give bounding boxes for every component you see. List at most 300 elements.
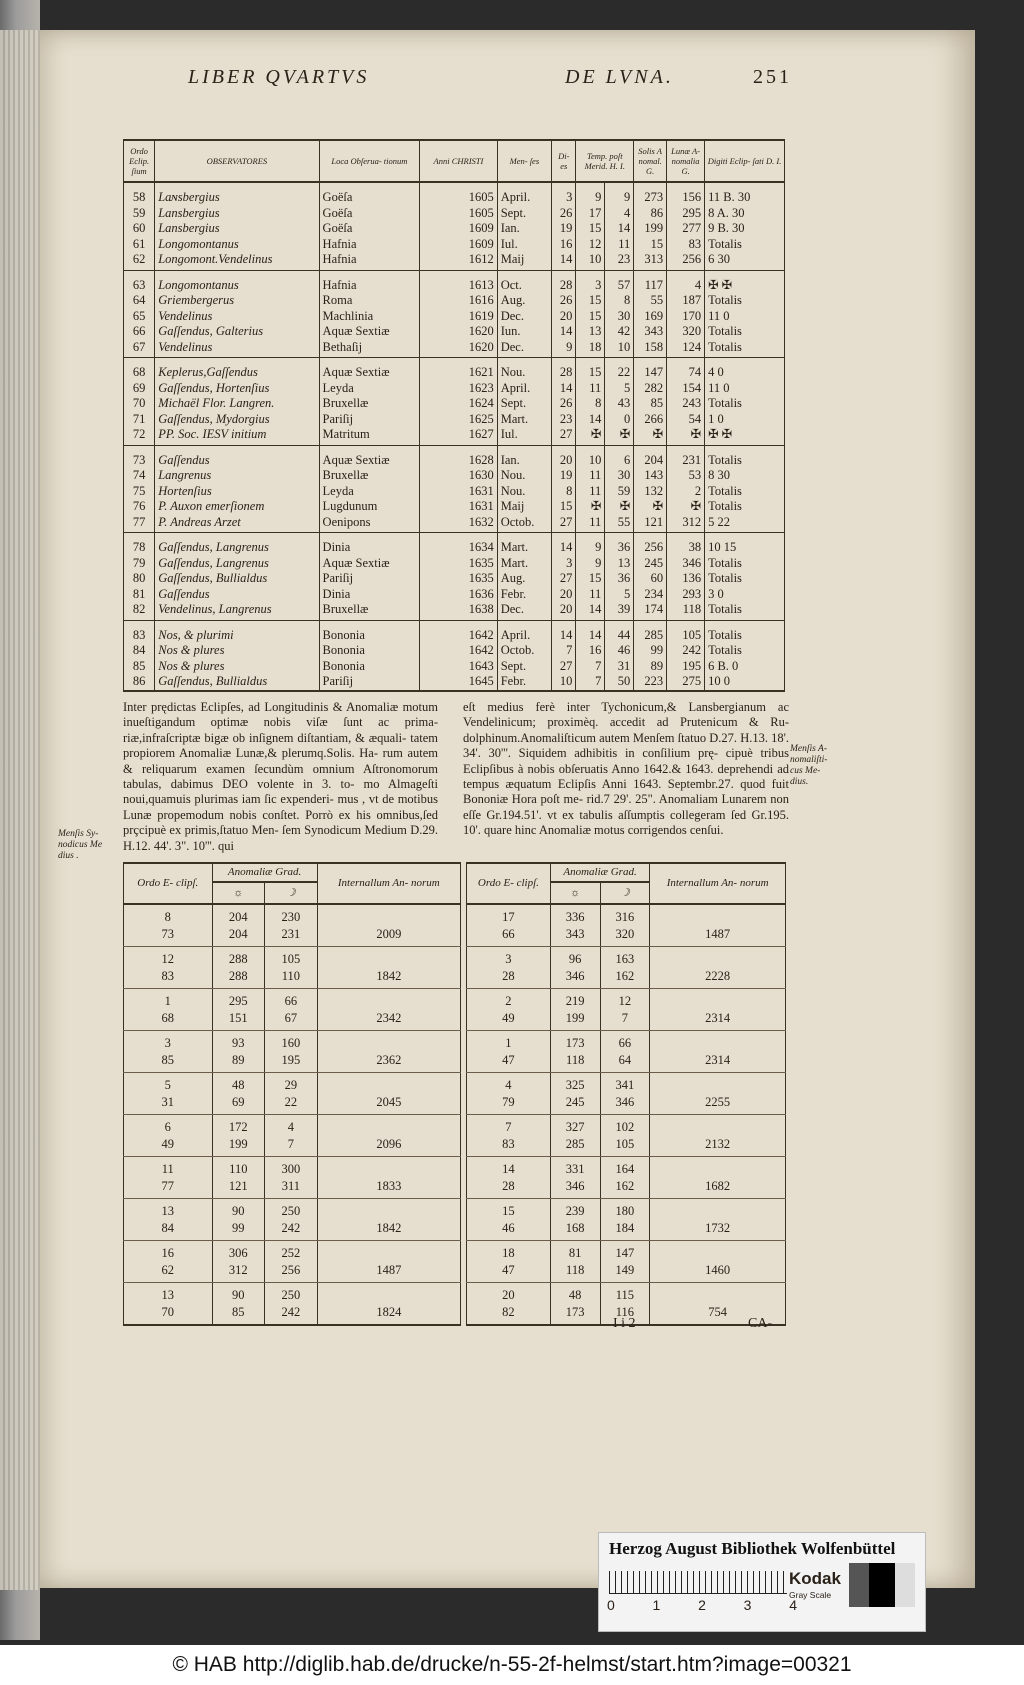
col-intervallum: Internallum An- norum — [317, 863, 460, 904]
table-cell: 66 — [600, 1031, 650, 1053]
table-cell: Totalis — [705, 499, 785, 515]
table-cell: 1487 — [317, 1262, 460, 1283]
table-cell: Iun. — [497, 324, 551, 340]
table-cell: 346 — [600, 1094, 650, 1115]
table-row — [124, 499, 785, 515]
table-cell: 3 — [124, 1031, 213, 1053]
table-cell: 27 — [552, 659, 576, 675]
table-cell: Gaſſendus, Bullialdus — [155, 571, 319, 587]
table-cell: 199 — [212, 1136, 265, 1157]
table-cell: Nos & plures — [155, 643, 319, 659]
table-cell: 82 — [467, 1304, 551, 1325]
table-cell: 288 — [212, 947, 265, 969]
table-cell: 55 — [634, 293, 667, 309]
table-cell: 13 — [124, 1199, 213, 1221]
table-cell: 67 — [124, 340, 155, 358]
table-cell: 239 — [550, 1199, 600, 1221]
table-cell: 66 — [265, 989, 318, 1011]
table-cell: Totalis — [705, 602, 785, 620]
table-cell: 151 — [212, 1010, 265, 1031]
table-cell — [650, 1241, 786, 1263]
table-cell: 2362 — [317, 1052, 460, 1073]
table-row — [124, 556, 785, 572]
table-cell: 163 — [600, 947, 650, 969]
table-cell: 1636 — [420, 587, 498, 603]
table-cell: 1635 — [420, 571, 498, 587]
table-cell: 12 — [576, 237, 605, 253]
table-row — [124, 381, 785, 397]
table-cell: 195 — [265, 1052, 318, 1073]
table-cell: 1619 — [420, 309, 498, 325]
table-cell: 162 — [600, 968, 650, 989]
col-ordo: Ordo E- clipſ. — [467, 863, 551, 904]
table-cell: 11 — [605, 237, 634, 253]
table-cell: Machlinia — [319, 309, 420, 325]
table-cell: 36 — [605, 533, 634, 556]
table-cell: 7 — [576, 659, 605, 675]
table-cell: 4 — [605, 206, 634, 222]
table-cell: 242 — [667, 643, 705, 659]
table-cell: Oct. — [497, 270, 551, 293]
table-cell: 69 — [124, 381, 155, 397]
table-cell: 1620 — [420, 324, 498, 340]
table-row — [467, 1052, 786, 1073]
table-cell: 11 — [124, 1157, 213, 1179]
table-cell: 327 — [550, 1115, 600, 1137]
table-cell: 2342 — [317, 1010, 460, 1031]
table-cell: 83 — [667, 237, 705, 253]
table1-header: Temp. poſt Merid. H. I. — [576, 140, 634, 182]
col-intervallum: Internallum An- norum — [650, 863, 786, 904]
table1-header: Loca Obſerua- tionum — [319, 140, 420, 182]
paragraph-right: eſt medius ferè inter Tychonicum,& Lansbergianum ac Vendelinicum; proximèq. accedit ad Prutenicum & Ru- dolphinum.Anomaliſticum autem Menſem ſtatuo D.27. H.13. 18'. 34'. 30'''. Siquidem adhibitis in conſilium prę- cipuè tribus Eclipſibus à nobis obſeruatis Anno 1642.& 1643. deprehendi ad tempus æquatum Eclipſis Anni 1643. Septembr.27. quod fuit Bononiæ Hora poſt me- rid.7 29'. 25". Anomaliam Lunarem non eſſe Gr.194.51'. vt ex tabulis aſſumptis collegeram ſed Gr.195. 10'. quare hinc Anomaliæ motus corrigendos cenſui. — [463, 700, 789, 838]
table-row — [124, 1094, 461, 1115]
table-cell: 27 — [552, 515, 576, 533]
table-cell: 1645 — [420, 674, 498, 691]
table-row — [124, 445, 785, 468]
table-cell: Lansbergius — [155, 221, 319, 237]
table-cell: 1631 — [420, 484, 498, 500]
table-cell: Octob. — [497, 643, 551, 659]
table-cell: 81 — [124, 587, 155, 603]
table-cell: 90 — [212, 1283, 265, 1305]
table-row — [124, 1052, 461, 1073]
table-cell: 9 — [576, 533, 605, 556]
table-row — [124, 1073, 461, 1095]
table-cell: 118 — [550, 1262, 600, 1283]
table-cell: 1624 — [420, 396, 498, 412]
table-cell: Nos, & plurimi — [155, 620, 319, 643]
table-cell: 160 — [265, 1031, 318, 1053]
table-cell: 149 — [600, 1262, 650, 1283]
table-cell: 250 — [265, 1283, 318, 1305]
table-cell: 1609 — [420, 221, 498, 237]
table-cell: ✠ — [605, 499, 634, 515]
table-cell: Totalis — [705, 340, 785, 358]
table-cell: 9 — [576, 556, 605, 572]
table-cell: 11 B. 30 — [705, 182, 785, 206]
table-row — [124, 1010, 461, 1031]
table-cell: 1605 — [420, 206, 498, 222]
table1-header: OBSERVATORES — [155, 140, 319, 182]
table-cell: 46 — [605, 643, 634, 659]
table-cell: 83 — [467, 1136, 551, 1157]
table-cell: 70 — [124, 396, 155, 412]
table-row — [124, 1262, 461, 1283]
table-row — [124, 1199, 461, 1221]
table-cell: 187 — [667, 293, 705, 309]
table-cell: 13 — [124, 1283, 213, 1305]
table-cell: 96 — [550, 947, 600, 969]
table-cell — [650, 947, 786, 969]
table-cell: 1682 — [650, 1178, 786, 1199]
table-cell: 20 — [552, 445, 576, 468]
table-cell: 11 — [576, 587, 605, 603]
table-cell: 82 — [124, 602, 155, 620]
table-cell: Aug. — [497, 293, 551, 309]
table-cell: Vendelinus, Langrenus — [155, 602, 319, 620]
table-row — [124, 270, 785, 293]
table-cell — [317, 1199, 460, 1221]
table-cell: 14 — [552, 252, 576, 270]
table-cell: 14 — [605, 221, 634, 237]
table-cell: Dec. — [497, 340, 551, 358]
table-row — [124, 515, 785, 533]
table-cell: 10 — [552, 674, 576, 691]
table-cell: Gaſſendus, Bullialdus — [155, 674, 319, 691]
table-cell: 1613 — [420, 270, 498, 293]
table-cell: 89 — [634, 659, 667, 675]
paragraph-left: Inter prędictas Eclipſes, ad Longitudinis & Anomaliæ motum inueſtigandum optimæ nobis viſæ ſunt ac prima- riæ,infraſcriptæ bigæ ob inſignem diſtantiam, & æquali- tatem propiorem Anomaliæ Lunæ,& plerumq.Solis. Ha- rum autem & reliquarum examen ſecundùm omnium Aſtronomorum tabulas, dabimus DEO volente in 3. to- mo Almageſti noui,quamuis plurimas iam ſic expenderi- mus , vt de motibus Lunæ propemodum nobis conſtet. Porrò ex his omnibus,ſed prçcipuè ex primis,ſtatuo Men- ſem Synodicum Medium D.29. H.12. 44'. 3". 10'''. qui — [123, 700, 438, 853]
table-cell: 132 — [634, 484, 667, 500]
table-cell: 121 — [634, 515, 667, 533]
table-cell — [317, 1073, 460, 1095]
table-cell: 30 — [605, 468, 634, 484]
table-cell: 90 — [212, 1199, 265, 1221]
scale-numbers — [607, 1597, 797, 1613]
table-row — [124, 484, 785, 500]
table-cell: 8 30 — [705, 468, 785, 484]
table-row — [467, 1283, 786, 1305]
table-cell: Keplerus,Gaſſendus — [155, 358, 319, 381]
table-cell: 58 — [124, 182, 155, 206]
table-cell: Totalis — [705, 556, 785, 572]
table-cell: 73 — [124, 445, 155, 468]
table-cell: Aquæ Sextiæ — [319, 556, 420, 572]
table-cell: 285 — [550, 1136, 600, 1157]
table-cell: 102 — [600, 1115, 650, 1137]
table-cell: 199 — [550, 1010, 600, 1031]
table-cell: 6 B. 0 — [705, 659, 785, 675]
table-cell: 245 — [550, 1094, 600, 1115]
table1-header: Di- es — [552, 140, 576, 182]
table-cell: 4 — [265, 1115, 318, 1137]
table-cell: 72 — [124, 427, 155, 445]
table-cell: 1621 — [420, 358, 498, 381]
table-cell: Bononia — [319, 643, 420, 659]
table-cell: ✠ ✠ — [705, 427, 785, 445]
table-cell: Totalis — [705, 396, 785, 412]
table-row — [467, 1262, 786, 1283]
table-cell: 7 — [552, 643, 576, 659]
table-cell: 273 — [634, 182, 667, 206]
table-cell: 6 — [124, 1115, 213, 1137]
table-cell: 1643 — [420, 659, 498, 675]
table-cell: Bethaſij — [319, 340, 420, 358]
table-cell: 65 — [124, 309, 155, 325]
table-cell: Dinia — [319, 587, 420, 603]
table-cell: 4 0 — [705, 358, 785, 381]
table-cell: 2009 — [317, 926, 460, 947]
table-row — [124, 412, 785, 428]
table-cell: 256 — [265, 1262, 318, 1283]
table-row — [467, 904, 786, 926]
table-cell: 85 — [124, 659, 155, 675]
table-cell: 28 — [552, 270, 576, 293]
table-cell: 180 — [600, 1199, 650, 1221]
table-cell: 168 — [550, 1220, 600, 1241]
table-cell — [650, 1199, 786, 1221]
table-row — [124, 904, 461, 926]
table-row — [124, 252, 785, 270]
table-cell: 172 — [212, 1115, 265, 1137]
table-cell: Leyda — [319, 484, 420, 500]
table-cell: 99 — [212, 1220, 265, 1241]
table-cell: 343 — [634, 324, 667, 340]
table-cell: Nou. — [497, 358, 551, 381]
gray-scale-label: Gray Scale — [789, 1590, 832, 1600]
table-cell: 11 — [576, 515, 605, 533]
table-row — [467, 1031, 786, 1053]
scale-number: 2 — [698, 1597, 706, 1613]
table-cell: 115 — [600, 1283, 650, 1305]
table-cell: April. — [497, 381, 551, 397]
table-cell — [650, 989, 786, 1011]
table-cell: 13 — [576, 324, 605, 340]
table-cell: Nos & plures — [155, 659, 319, 675]
table-cell: 28 — [552, 358, 576, 381]
table-cell: 19 — [552, 468, 576, 484]
table-row — [467, 1010, 786, 1031]
table-cell: 15 — [467, 1199, 551, 1221]
table-cell: 15 — [576, 309, 605, 325]
table-cell: 10 0 — [705, 674, 785, 691]
table-cell: 68 — [124, 358, 155, 381]
table-cell: Mart. — [497, 556, 551, 572]
table-cell: 266 — [634, 412, 667, 428]
table-cell: Sept. — [497, 396, 551, 412]
anomaly-table-left — [123, 862, 461, 1326]
table-cell: Goëſa — [319, 221, 420, 237]
table-cell: 63 — [124, 270, 155, 293]
table-cell: 15 — [576, 358, 605, 381]
table-cell: 70 — [124, 1304, 213, 1325]
table-cell: 64 — [124, 293, 155, 309]
table-cell: 14 — [467, 1157, 551, 1179]
table-cell: 275 — [667, 674, 705, 691]
table-cell: 1635 — [420, 556, 498, 572]
table-cell: Sept. — [497, 659, 551, 675]
table-row — [124, 533, 785, 556]
table-cell: 85 — [634, 396, 667, 412]
table-cell: 1732 — [650, 1220, 786, 1241]
table-cell: 219 — [550, 989, 600, 1011]
table-row — [467, 1115, 786, 1137]
table-cell: 36 — [605, 571, 634, 587]
table-cell — [650, 1283, 786, 1305]
table-cell — [317, 947, 460, 969]
table-cell: 174 — [634, 602, 667, 620]
table-cell: Pariſij — [319, 412, 420, 428]
table-cell: 60 — [124, 221, 155, 237]
table-cell: 11 0 — [705, 381, 785, 397]
table-cell: 116 — [600, 1304, 650, 1325]
table-cell: 2314 — [650, 1010, 786, 1031]
table-cell: 29 — [265, 1073, 318, 1095]
table-cell: 76 — [124, 499, 155, 515]
table-cell: 2 — [667, 484, 705, 500]
table-row — [467, 1199, 786, 1221]
table-cell: 1 — [467, 1031, 551, 1053]
table-cell: 2096 — [317, 1136, 460, 1157]
table-row — [124, 468, 785, 484]
table-row — [124, 293, 785, 309]
table-cell: 1631 — [420, 499, 498, 515]
table-cell: 306 — [212, 1241, 265, 1263]
table-cell: Bononia — [319, 659, 420, 675]
table-cell: 331 — [550, 1157, 600, 1179]
table-cell: 9 — [605, 182, 634, 206]
table-cell: 1842 — [317, 1220, 460, 1241]
table-cell: 86 — [124, 674, 155, 691]
table-cell: 12 — [600, 989, 650, 1011]
table-cell: 110 — [265, 968, 318, 989]
table-cell: 184 — [600, 1220, 650, 1241]
table-cell: Ian. — [497, 445, 551, 468]
table-cell: 38 — [667, 533, 705, 556]
table-cell: 28 — [467, 1178, 551, 1199]
table-cell: 256 — [634, 533, 667, 556]
table-cell: 86 — [634, 206, 667, 222]
table-cell: 1623 — [420, 381, 498, 397]
table-cell: 231 — [265, 926, 318, 947]
table-row — [124, 206, 785, 222]
table-cell: 77 — [124, 515, 155, 533]
eclipse-observations-table — [123, 139, 785, 692]
table-cell: 61 — [124, 237, 155, 253]
table-cell: 9 — [552, 340, 576, 358]
table-row — [124, 989, 461, 1011]
table-cell: Longomontanus — [155, 270, 319, 293]
table-cell: 39 — [605, 602, 634, 620]
table-cell: 66 — [467, 926, 551, 947]
table-cell: 3 — [552, 556, 576, 572]
table-cell: 2 — [467, 989, 551, 1011]
table-row — [467, 926, 786, 947]
table-cell: 312 — [667, 515, 705, 533]
table-cell: 164 — [600, 1157, 650, 1179]
table-cell: 336 — [550, 904, 600, 926]
table-cell: Roma — [319, 293, 420, 309]
table1-header: Digiti Eclip- ſati D. I. — [705, 140, 785, 182]
table-cell: 84 — [124, 1220, 213, 1241]
table-cell: Leyda — [319, 381, 420, 397]
table-cell: P. Andreas Arzet — [155, 515, 319, 533]
table-row — [467, 968, 786, 989]
table-cell: 117 — [634, 270, 667, 293]
table-cell: 1460 — [650, 1262, 786, 1283]
table-cell: 243 — [667, 396, 705, 412]
table-cell: 343 — [550, 926, 600, 947]
table-cell: 136 — [667, 571, 705, 587]
table-cell: ✠ — [667, 499, 705, 515]
table-cell: 9 B. 30 — [705, 221, 785, 237]
table-cell: 80 — [124, 571, 155, 587]
table-row — [124, 1115, 461, 1137]
table-cell: 0 — [605, 412, 634, 428]
table-cell: 1842 — [317, 968, 460, 989]
table-cell: 15 — [634, 237, 667, 253]
table-cell: 1612 — [420, 252, 498, 270]
col-ordo: Ordo E- clipſ. — [124, 863, 213, 904]
table-cell: 1627 — [420, 427, 498, 445]
table-cell: Nou. — [497, 468, 551, 484]
table-row — [124, 620, 785, 643]
table-cell: 54 — [667, 412, 705, 428]
table-cell: 312 — [212, 1262, 265, 1283]
table-cell: 49 — [124, 1136, 213, 1157]
table-cell: 204 — [212, 904, 265, 926]
table-cell: 143 — [634, 468, 667, 484]
table-cell: 64 — [600, 1052, 650, 1073]
table-cell: 156 — [667, 182, 705, 206]
sun-icon: ☼ — [212, 882, 265, 904]
table-cell: Bruxellæ — [319, 396, 420, 412]
table-cell — [317, 989, 460, 1011]
table-row — [124, 947, 461, 969]
table-cell: 1824 — [317, 1304, 460, 1325]
table-cell: 79 — [467, 1094, 551, 1115]
table-cell: 2255 — [650, 1094, 786, 1115]
table-cell: 154 — [667, 381, 705, 397]
table-cell: 46 — [467, 1220, 551, 1241]
scale-number: 4 — [789, 1597, 797, 1613]
table-cell: 105 — [265, 947, 318, 969]
table-cell: Gaſſendus, Mydorgius — [155, 412, 319, 428]
table-row — [124, 1241, 461, 1263]
table-cell: 341 — [600, 1073, 650, 1095]
table-cell — [650, 1115, 786, 1137]
table-cell: 73 — [124, 926, 213, 947]
table-cell: ✠ ✠ — [705, 270, 785, 293]
table-cell: 84 — [124, 643, 155, 659]
table-cell: 162 — [600, 1178, 650, 1199]
table-cell: Iul. — [497, 427, 551, 445]
table-cell: Matritum — [319, 427, 420, 445]
table-row — [124, 324, 785, 340]
table-cell: Ian. — [497, 221, 551, 237]
table-cell: 195 — [667, 659, 705, 675]
table-cell: 285 — [634, 620, 667, 643]
table-row — [124, 1220, 461, 1241]
table-cell: 23 — [552, 412, 576, 428]
table-cell: 1628 — [420, 445, 498, 468]
table1-header: Solis A nomal. G. — [634, 140, 667, 182]
table-cell: 27 — [552, 427, 576, 445]
table-cell: 20 — [552, 309, 576, 325]
table-cell: Iul. — [497, 237, 551, 253]
table-cell: Nou. — [497, 484, 551, 500]
